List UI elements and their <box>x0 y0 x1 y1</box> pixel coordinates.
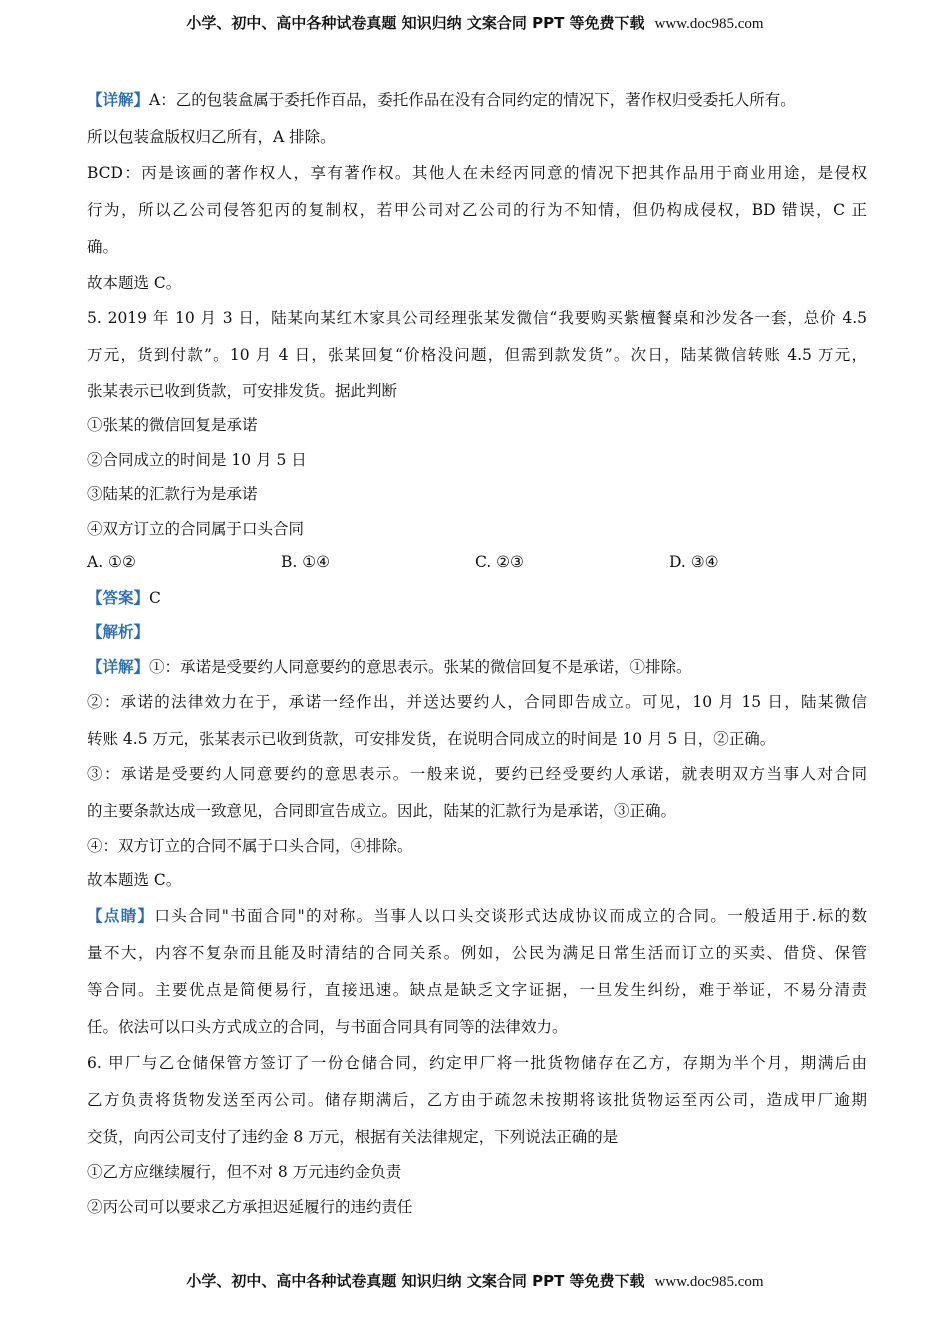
q5-detail-3-line-2: 的主要条款达成一致意见，合同即宣告成立。因此，陆某的汇款行为是承诺，③正确。 <box>87 802 677 820</box>
q5-option-d: D. ③④ <box>669 553 719 571</box>
analysis-tag: 【解析】 <box>87 622 150 641</box>
q6-stem-line-1: 6. 甲厂与乙仓储保管方签订了一份仓储合同，约定甲厂将一批货物储存在乙方，存期为半个月，期满后由 <box>87 1054 867 1072</box>
q5-stem-line-3: 张某表示已收到货款，可安排发货。据此判断 <box>87 382 398 400</box>
q5-option-b: B. ①④ <box>281 553 331 571</box>
q5-tip-line-3: 等合同。主要优点是简便易行，直接迅速。缺点是缺乏文字证据，一旦发生纠纷，难于举证，不易分清责 <box>87 981 867 999</box>
q4-detail-line-1: 【详解】A：乙的包装盒属于委托作百品，委托作品在没有合同约定的情况下，著作权归受委托人所有。 <box>87 90 796 109</box>
detail-tag: 【详解】 <box>87 90 150 109</box>
q5-answer <box>87 588 867 608</box>
footer-url[interactable]: www.doc985.com <box>654 1274 764 1290</box>
q6-statement-1: ①乙方应继续履行，但不对 8 万元违约金负责 <box>87 1163 402 1181</box>
q5-statement-2: ②合同成立的时间是 10 月 5 日 <box>87 451 307 469</box>
q6-stem-line-3: 交货，向丙公司支付了违约金 8 万元，根据有关法律规定，下列说法正确的是 <box>87 1128 619 1146</box>
q5-detail-3-line-1: ③：承诺是受要约人同意要约的意思表示。一般来说，要约已经受要约人承诺，就表明双方当事人对合同 <box>87 765 867 783</box>
q4-bcd-line-2: 行为，所以乙公司侵答犯丙的复制权，若甲公司对乙公司的行为不知情，但仍构成侵权，BD 错误，C 正 <box>87 201 867 219</box>
q6-statement-2: ②丙公司可以要求乙方承担迟延履行的违约责任 <box>87 1198 413 1216</box>
q5-statement-4: ④双方订立的合同属于口头合同 <box>87 520 305 538</box>
q5-stem-line-2: 万元，货到付款”。10 月 4 日，张某回复“价格没问题，但需到款发货”。次日，陆某微信转账 4.5 万元， <box>87 346 867 364</box>
q5-detail-1: 【详解】①：承诺是受要约人同意要约的意思表示。张某的微信回复不是承诺，①排除。 <box>87 657 692 676</box>
q5-tip-line-2: 量不大，内容不复杂而且能及时清结的合同关系。例如，公民为满足日常生活而订立的买卖、借贷、保管 <box>87 944 867 962</box>
detail-tag: 【详解】 <box>87 657 150 676</box>
header-url[interactable]: www.doc985.com <box>654 16 764 32</box>
page-header <box>0 12 950 33</box>
q4-bcd-line-1: BCD：丙是该画的著作权人，享有著作权。其他人在未经丙同意的情况下把其作品用于商业用途，是侵权 <box>87 164 867 182</box>
q5-option-c: C. ②③ <box>475 553 524 571</box>
q5-detail-2-line-1: ②：承诺的法律效力在于，承诺一经作出，并送达要约人，合同即告成立。可见，10 月 15 日，陆某微信 <box>87 693 867 711</box>
q5-stem-line-1: 5. 2019 年 10 月 3 日，陆某向某红木家具公司经理张某发微信“我要购买紫檀餐桌和沙发各一套，总价 4.5 <box>87 309 867 327</box>
q5-detail-4: ④：双方订立的合同不属于口头合同，④排除。 <box>87 837 413 855</box>
q5-tip-line-4: 任。依法可以口头方式成立的合同，与书面合同具有同等的法律效力。 <box>87 1018 568 1036</box>
header-text: 小学、初中、高中各种试卷真题 知识归纳 文案合同 PPT 等免费下载 <box>186 14 645 32</box>
q5-conclusion: 故本题选 C。 <box>87 871 182 889</box>
q5-analysis-heading <box>87 622 867 642</box>
q4-bcd-line-3: 确。 <box>87 238 119 256</box>
answer-tag: 【答案】 <box>87 588 150 607</box>
page-footer <box>0 1270 950 1291</box>
q4-conclusion: 故本题选 C。 <box>87 274 182 292</box>
q4-detail-line-2: 所以包装盒版权归乙所有，A 排除。 <box>87 128 336 146</box>
q5-statement-1: ①张某的微信回复是承诺 <box>87 416 258 434</box>
tip-tag: 【点睛】 <box>87 906 155 925</box>
footer-text: 小学、初中、高中各种试卷真题 知识归纳 文案合同 PPT 等免费下载 <box>186 1272 645 1290</box>
answer-value: C <box>149 589 161 607</box>
q5-detail-2-line-2: 转账 4.5 万元，张某表示已收到货款，可安排发货，在说明合同成立的时间是 10 月 5 日，②正确。 <box>87 730 776 748</box>
q5-option-a: A. ①② <box>87 553 136 571</box>
q5-tip-line-1: 【点睛】口头合同"书面合同"的对称。当事人以口头交谈形式达成协议而成立的合同。一般适用于.标的数 <box>87 906 867 925</box>
q6-stem-line-2: 乙方负责将货物发送至丙公司。储存期满后，乙方由于疏忽未按期将该批货物运至丙公司，造成甲厂逾期 <box>87 1091 867 1109</box>
q5-statement-3: ③陆某的汇款行为是承诺 <box>87 485 258 503</box>
